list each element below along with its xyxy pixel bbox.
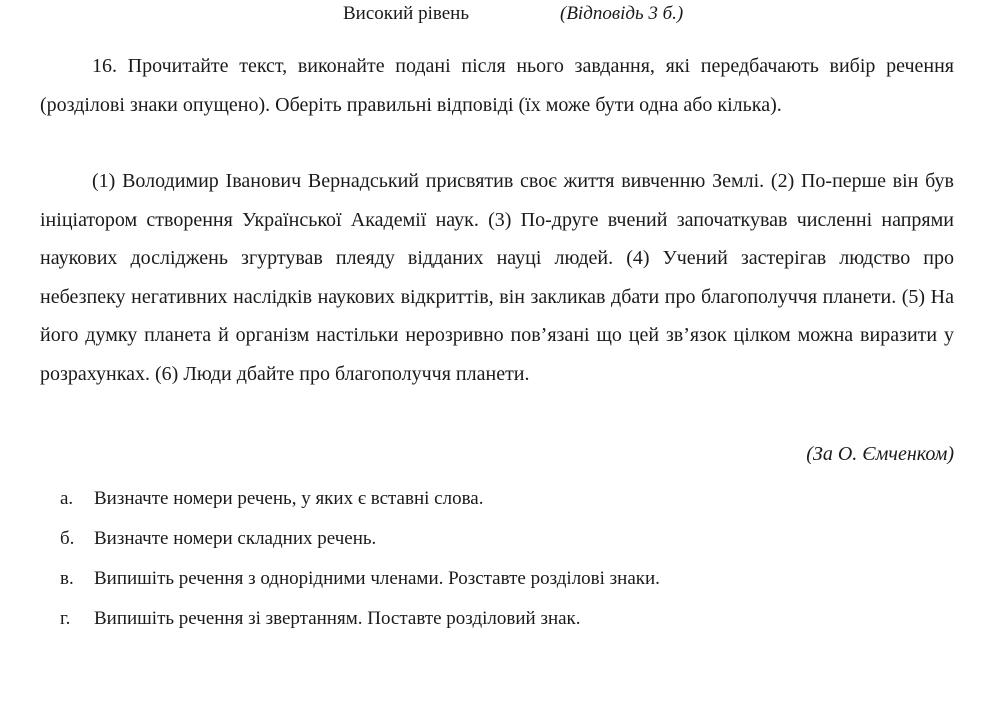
question-letter: б.	[60, 528, 75, 549]
question-text: Випишіть речення з однорідними членами. Розставте розділові знаки.	[94, 568, 660, 589]
question-item	[60, 520, 660, 560]
difficulty-level: Високий рівень	[343, 3, 469, 24]
question-letter: г.	[60, 608, 71, 629]
passage-source: (За О. Ємченком)	[806, 443, 954, 465]
question-letter: в.	[60, 568, 74, 589]
task-instructions: 16. Прочитайте текст, виконайте подані після нього завдання, які передбачають вибір речення (розділові знаки опущено). Оберіть правильні відповіді (їх може бути одна або кілька).	[40, 55, 954, 116]
question-item	[60, 600, 660, 640]
question-text: Визначте номери речень, у яких є вставні слова.	[94, 488, 484, 509]
question-letter: а.	[60, 488, 74, 509]
question-list	[60, 480, 660, 640]
reading-passage: (1) Володимир Іванович Вернадський присвятив своє життя вивченню Землі. (2) По-перше він був ініціатором створення Української Академії наук. (3) По-друге вчений започаткував численні напрями наукових досліджень згуртував плеяду відданих науці людей. (4) Учений застерігав людство про небезпеку негативних наслідків наукових відкриттів, він закликав дбати про благополуччя планети. (5) На його думку планета й організм настільки нерозривно пов’язані що цей зв’язок цілком можна виразити у розрахунках. (6) Люди дбайте про благополуччя планети.	[40, 170, 954, 385]
answer-points: (Відповідь 3 б.)	[560, 3, 684, 24]
level-header	[0, 3, 1006, 27]
question-text: Визначте номери складних речень.	[94, 528, 377, 549]
question-item	[60, 560, 660, 600]
question-text: Випишіть речення зі звертанням. Поставте розділовий знак.	[94, 608, 581, 629]
question-item	[60, 480, 660, 520]
